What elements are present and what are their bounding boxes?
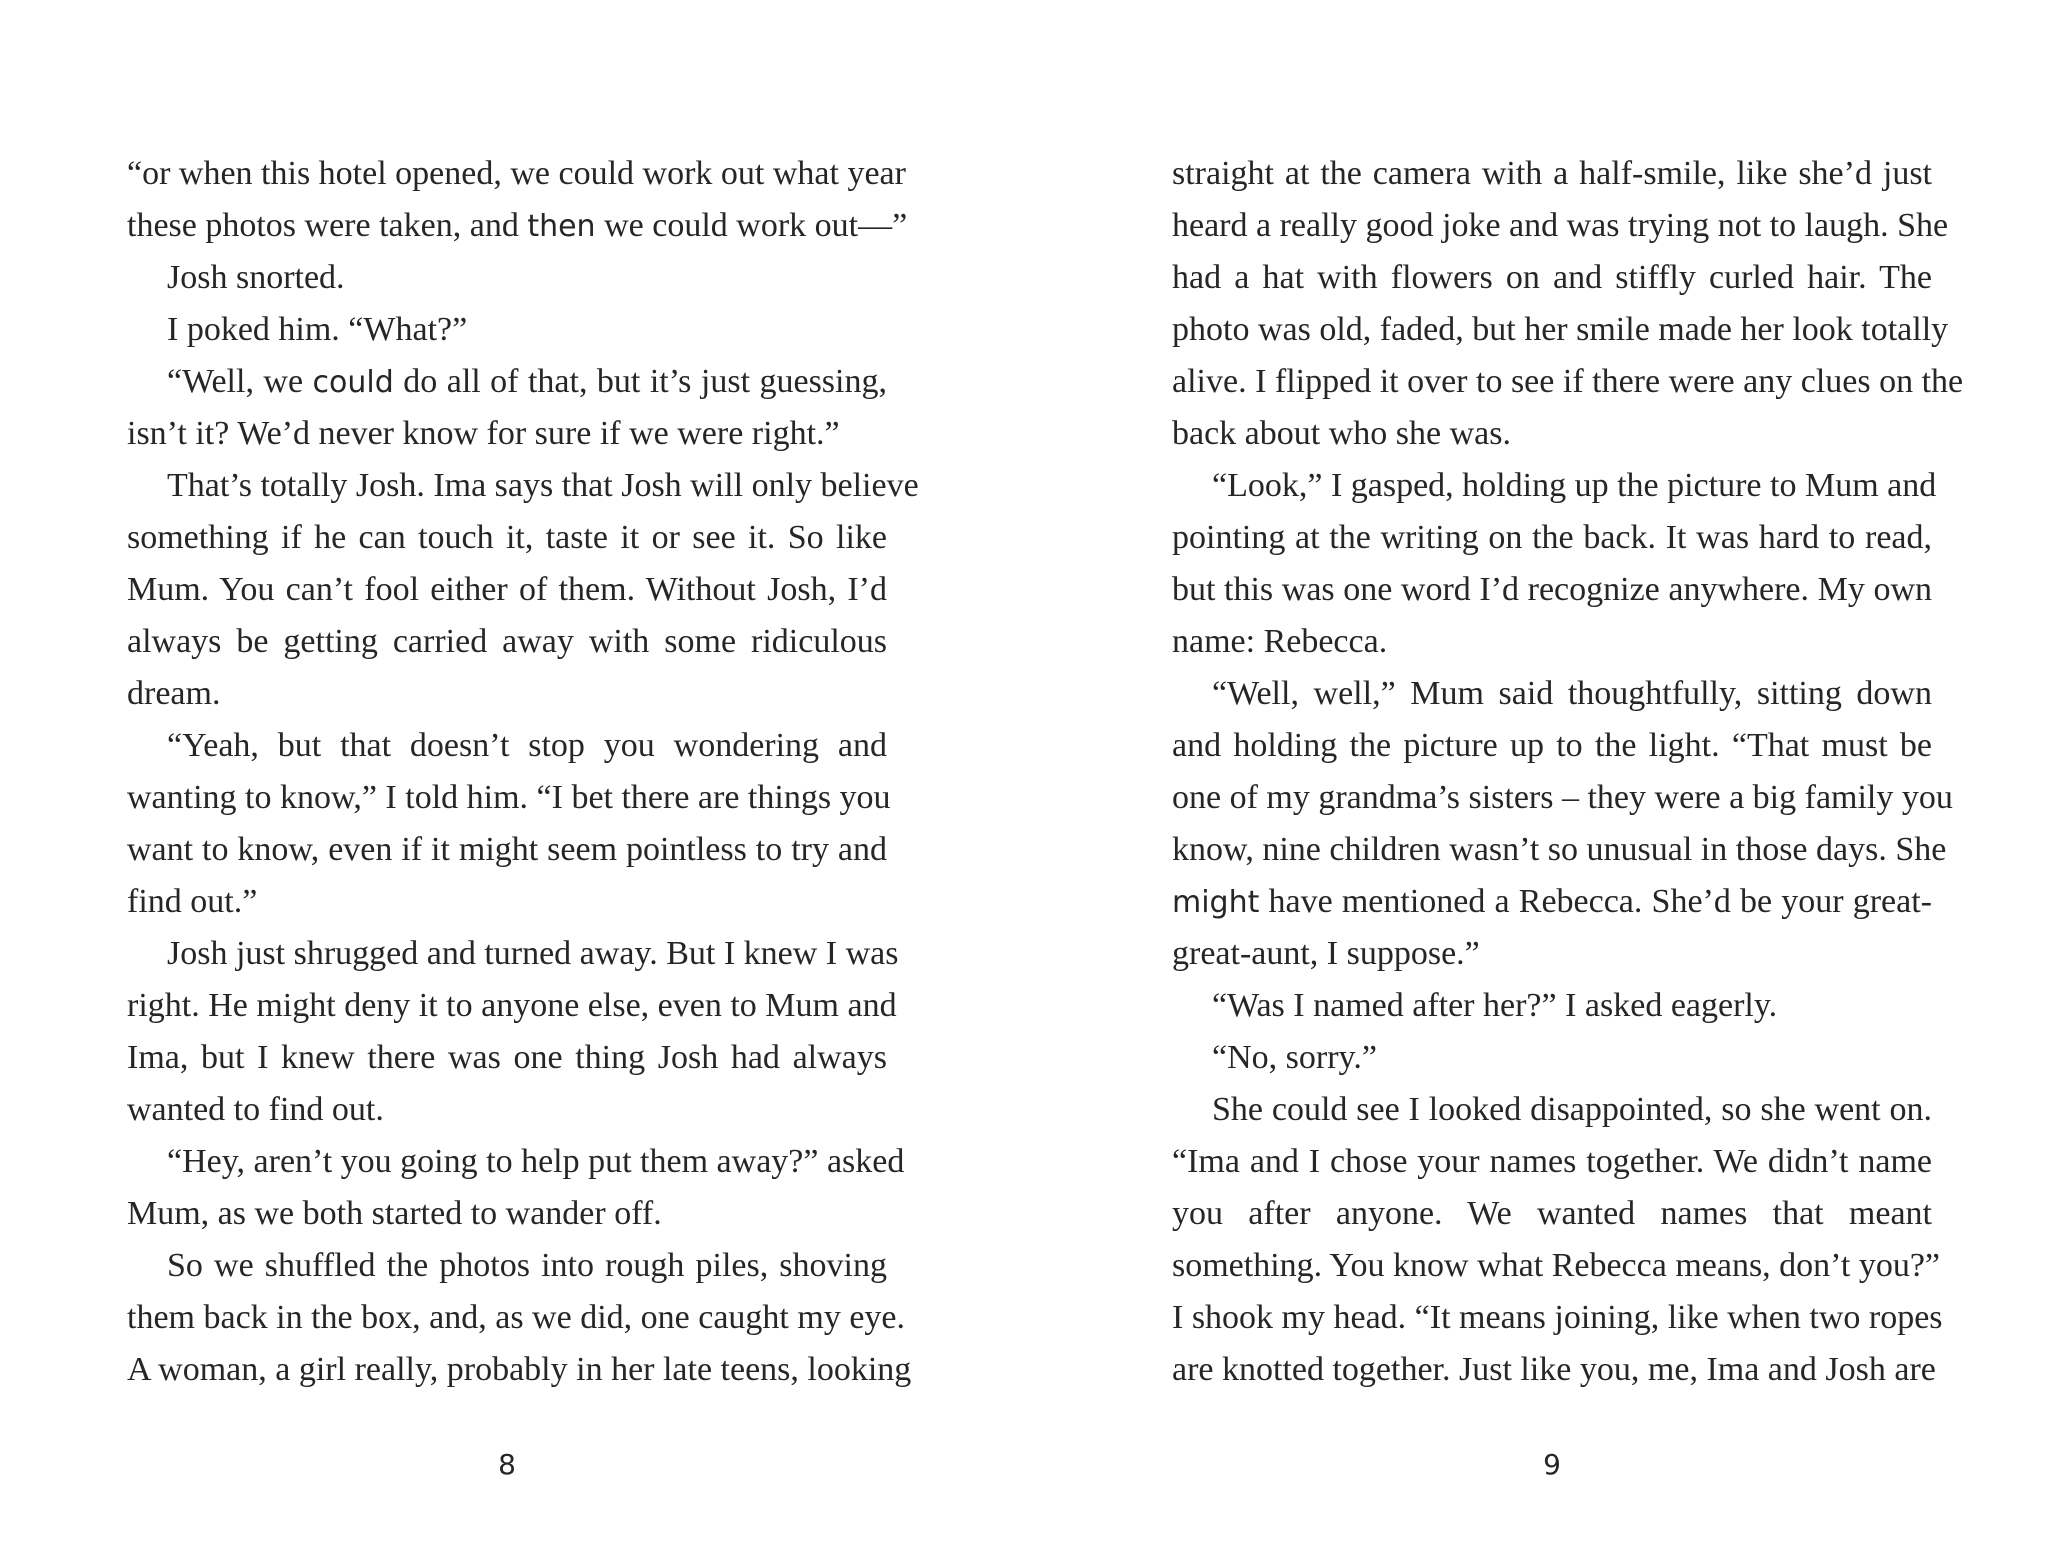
emphasis-word: then	[527, 209, 596, 244]
text-line: “Yeah, but that doesn’t stop you wondering and	[167, 727, 887, 764]
text-line: alive. I flipped it over to see if there were any clues on the	[1172, 363, 1964, 400]
text-line: That’s totally Josh. Ima says that Josh will only believe	[167, 467, 919, 504]
text-line: “No, sorry.”	[1212, 1039, 1377, 1076]
text-line: and holding the picture up to the light. “That must be	[1172, 727, 1932, 764]
text-line: are knotted together. Just like you, me, Ima and Josh are	[1172, 1351, 1936, 1388]
text-line: “Hey, aren’t you going to help put them away?” asked	[167, 1143, 905, 1180]
text-line: might have mentioned a Rebecca. She’d be your great-	[1172, 883, 1932, 920]
text-line: “Well, we could do all of that, but it’s just guessing,	[167, 363, 887, 400]
right-page-text	[1172, 148, 1964, 1396]
text-line: want to know, even if it might seem pointless to try and	[127, 831, 887, 868]
text-line: one of my grandma’s sisters – they were a big family you	[1172, 779, 1953, 816]
left-page-text	[127, 148, 919, 1396]
text-line: find out.”	[127, 883, 258, 920]
text-line: So we shuffled the photos into rough piles, shoving	[167, 1247, 887, 1284]
emphasis-word: could	[312, 365, 394, 400]
text-line: Josh just shrugged and turned away. But I knew I was	[167, 935, 899, 972]
text-line: Ima, but I knew there was one thing Josh had always	[127, 1039, 887, 1076]
text-line: had a hat with flowers on and stiffly curled hair. The	[1172, 259, 1932, 296]
text-line: I poked him. “What?”	[167, 311, 468, 348]
text-line: I shook my head. “It means joining, like when two ropes	[1172, 1299, 1943, 1336]
text-line: name: Rebecca.	[1172, 623, 1388, 660]
text-line: heard a really good joke and was trying not to laugh. She	[1172, 207, 1949, 244]
text-line: Mum. You can’t fool either of them. Without Josh, I’d	[127, 571, 887, 608]
text-line: always be getting carried away with some ridiculous	[127, 623, 887, 660]
text-line: “or when this hotel opened, we could work out what year	[127, 155, 906, 192]
text-line: isn’t it? We’d never know for sure if we were right.”	[127, 415, 840, 452]
text-line: right. He might deny it to anyone else, even to Mum and	[127, 987, 897, 1024]
text-line: but this was one word I’d recognize anywhere. My own	[1172, 571, 1932, 608]
text-line: “Ima and I chose your names together. We didn’t name	[1172, 1143, 1932, 1180]
emphasis-word: might	[1172, 885, 1260, 920]
text-line: you after anyone. We wanted names that meant	[1172, 1195, 1932, 1232]
text-line: wanted to find out.	[127, 1091, 384, 1128]
text-line: wanting to know,” I told him. “I bet there are things you	[127, 779, 891, 816]
text-line: photo was old, faded, but her smile made her look totally	[1172, 311, 1949, 348]
text-line: Josh snorted.	[167, 259, 345, 296]
text-line: straight at the camera with a half-smile, like she’d just	[1172, 155, 1932, 192]
text-line: She could see I looked disappointed, so she went on.	[1212, 1091, 1932, 1128]
text-line: pointing at the writing on the back. It was hard to read,	[1172, 519, 1932, 556]
text-line: A woman, a girl really, probably in her late teens, looking	[127, 1351, 912, 1388]
text-line: these photos were taken, and then we could work out—”	[127, 207, 908, 244]
text-line: Mum, as we both started to wander off.	[127, 1195, 662, 1232]
page-number-left: 8	[498, 1448, 516, 1481]
text-line: “Well, well,” Mum said thoughtfully, sitting down	[1212, 675, 1932, 712]
text-line: them back in the box, and, as we did, one caught my eye.	[127, 1299, 905, 1336]
text-line: back about who she was.	[1172, 415, 1511, 452]
text-line: “Look,” I gasped, holding up the picture to Mum and	[1212, 467, 1937, 504]
text-line: great-aunt, I suppose.”	[1172, 935, 1480, 972]
page-number-right: 9	[1543, 1448, 1561, 1481]
text-line: dream.	[127, 675, 221, 712]
text-line: something if he can touch it, taste it or see it. So like	[127, 519, 887, 556]
text-line: something. You know what Rebecca means, don’t you?”	[1172, 1247, 1941, 1284]
text-line: “Was I named after her?” I asked eagerly.	[1212, 987, 1778, 1024]
text-line: know, nine children wasn’t so unusual in those days. She	[1172, 831, 1947, 868]
